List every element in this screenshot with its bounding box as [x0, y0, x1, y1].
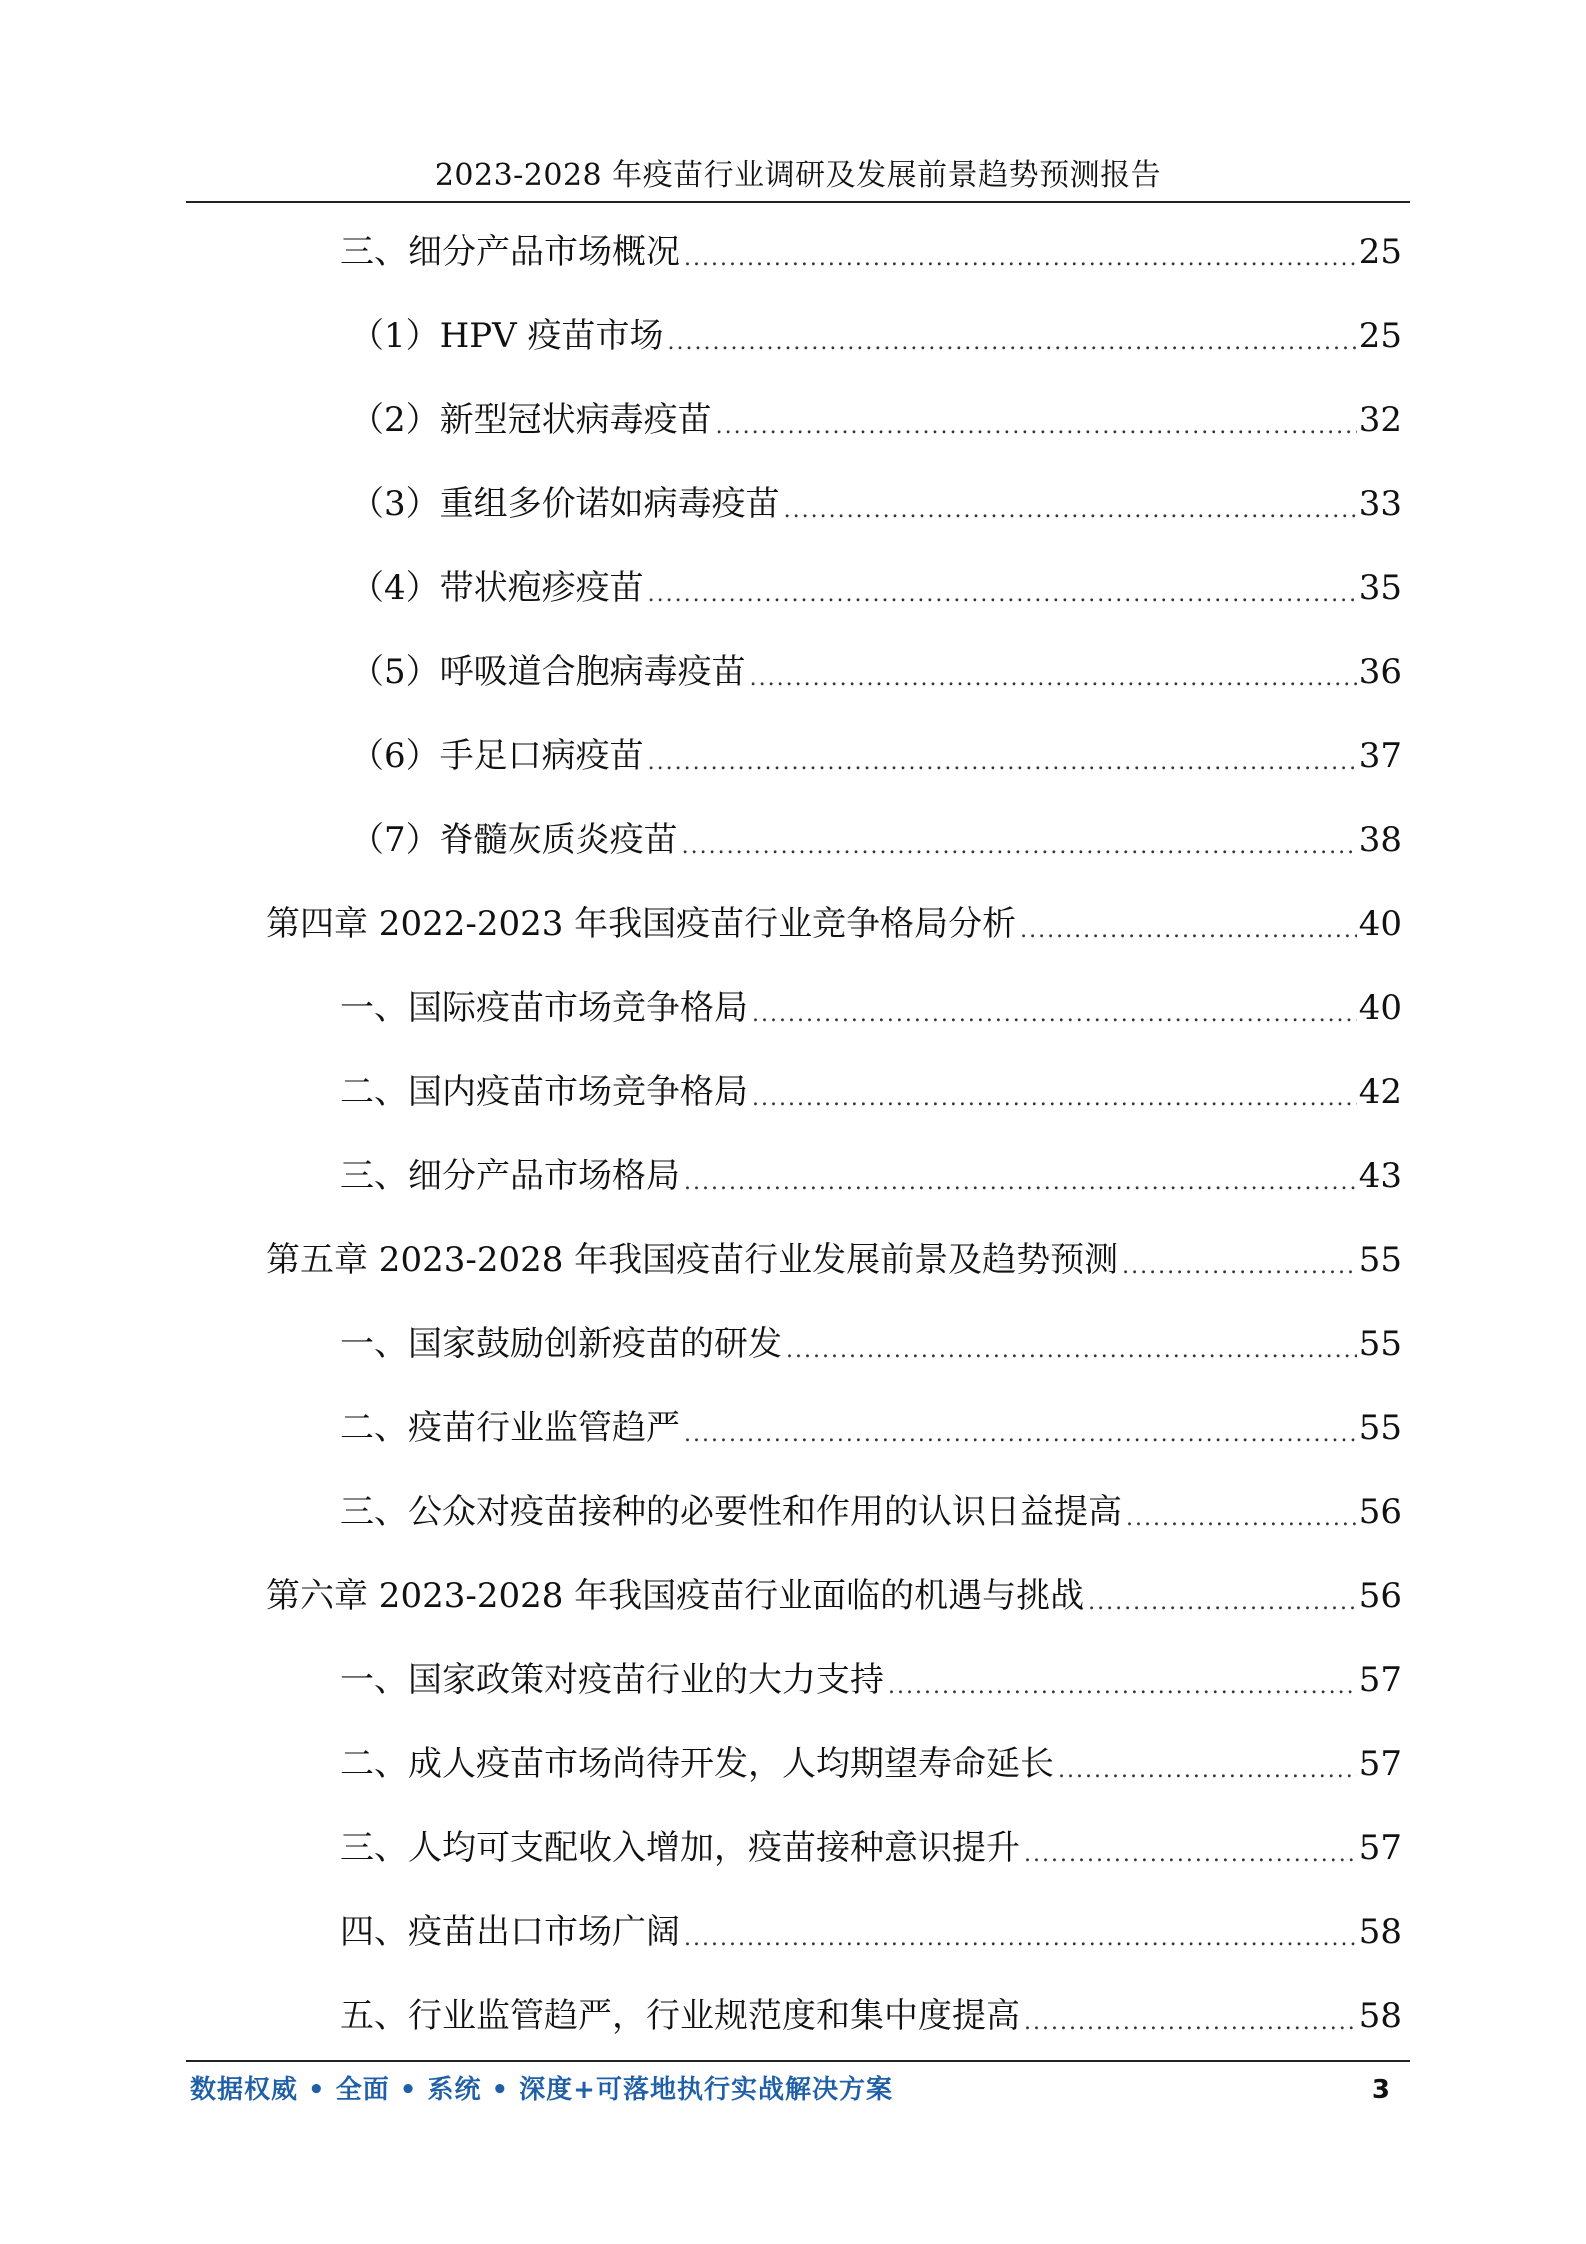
toc-entry-title: 三、细分产品市场格局 [340, 1156, 680, 1196]
toc-entry-title: （4）带状疱疹疫苗 [350, 568, 644, 608]
toc-entry[interactable] [340, 1738, 1402, 1790]
toc-page-number: 40 [1358, 904, 1402, 944]
toc-entry-title: 三、细分产品市场概况 [340, 232, 680, 272]
toc-entry[interactable] [340, 982, 1402, 1034]
toc-entry-title: 三、公众对疫苗接种的必要性和作用的认识日益提高 [340, 1492, 1122, 1532]
toc-entry-title: 二、疫苗行业监管趋严 [340, 1408, 680, 1448]
toc-entry[interactable] [340, 226, 1402, 278]
footer-divider [186, 2060, 1410, 2062]
toc-entry-title: 第六章 2023-2028 年我国疫苗行业面临的机遇与挑战 [266, 1576, 1085, 1616]
toc-page-number: 57 [1358, 1660, 1402, 1700]
footer-slogan: 数据权威 • 全面 • 系统 • 深度+可落地执行实战解决方案 [190, 2075, 893, 2105]
toc-entry[interactable] [266, 898, 1402, 950]
toc-dot-leader [648, 744, 1357, 782]
toc-dot-leader [1024, 1836, 1357, 1874]
toc-entry[interactable] [350, 310, 1402, 362]
toc-dot-leader [1122, 1248, 1357, 1286]
toc-page-number: 55 [1358, 1240, 1402, 1280]
toc-page-number: 57 [1358, 1828, 1402, 1868]
toc-entry-title: 三、人均可支配收入增加，疫苗接种意识提升 [340, 1828, 1020, 1868]
toc-entry-title: （1）HPV 疫苗市场 [350, 316, 664, 356]
toc-dot-leader [668, 324, 1357, 362]
toc-entry-title: （3）重组多价诺如病毒疫苗 [350, 484, 780, 524]
toc-page-number: 43 [1358, 1156, 1402, 1196]
toc-page-number: 40 [1358, 988, 1402, 1028]
toc-entry[interactable] [340, 1066, 1402, 1118]
toc-page-number: 42 [1358, 1072, 1402, 1112]
toc-dot-leader [684, 1416, 1357, 1454]
toc-page-number: 58 [1358, 1912, 1402, 1952]
toc-page-number: 25 [1358, 316, 1402, 356]
toc-entry-title: 第四章 2022-2023 年我国疫苗行业竞争格局分析 [266, 904, 1017, 944]
toc-dot-leader [684, 1920, 1357, 1958]
toc-entry[interactable] [340, 1822, 1402, 1874]
toc-entry[interactable] [266, 1570, 1402, 1622]
toc-entry-title: （7）脊髓灰质炎疫苗 [350, 820, 678, 860]
toc-entry-title: （2）新型冠状病毒疫苗 [350, 400, 712, 440]
page-header-title: 2023-2028 年疫苗行业调研及发展前景趋势预测报告 [434, 158, 1162, 193]
toc-page-number: 25 [1358, 232, 1402, 272]
toc-entry[interactable] [350, 646, 1402, 698]
toc-entry[interactable] [350, 814, 1402, 866]
toc-page-number: 32 [1358, 400, 1402, 440]
toc-entry[interactable] [340, 1654, 1402, 1706]
toc-dot-leader [684, 240, 1357, 278]
toc-entry-title: （6）手足口病疫苗 [350, 736, 644, 776]
toc-page-number: 57 [1358, 1744, 1402, 1784]
toc-page-number: 56 [1358, 1492, 1402, 1532]
footer-page-number: 3 [1371, 2075, 1390, 2105]
toc-entry[interactable] [350, 478, 1402, 530]
toc-dot-leader [888, 1668, 1357, 1706]
toc-entry[interactable] [340, 1150, 1402, 1202]
toc-page-number: 37 [1358, 736, 1402, 776]
toc-page-number: 55 [1358, 1408, 1402, 1448]
toc-entry[interactable] [350, 562, 1402, 614]
toc-dot-leader [1020, 912, 1357, 950]
toc-entry[interactable] [340, 1318, 1402, 1370]
toc-page-number: 55 [1358, 1324, 1402, 1364]
toc-entry[interactable] [350, 394, 1402, 446]
toc-entry-title: （5）呼吸道合胞病毒疫苗 [350, 652, 746, 692]
toc-entry-title: 一、国际疫苗市场竞争格局 [340, 988, 748, 1028]
toc-page-number: 35 [1358, 568, 1402, 608]
toc-entry[interactable] [266, 1234, 1402, 1286]
toc-entry-title: 五、行业监管趋严，行业规范度和集中度提高 [340, 1996, 1020, 2036]
header-divider [186, 201, 1410, 203]
toc-dot-leader [784, 492, 1357, 530]
toc-page-number: 58 [1358, 1996, 1402, 2036]
toc-dot-leader [682, 828, 1357, 866]
toc-entry[interactable] [340, 1402, 1402, 1454]
toc-entry[interactable] [340, 1486, 1402, 1538]
toc-page-number: 56 [1358, 1576, 1402, 1616]
toc-entry-title: 四、疫苗出口市场广阔 [340, 1912, 680, 1952]
toc-page-number: 33 [1358, 484, 1402, 524]
toc-dot-leader [648, 576, 1357, 614]
toc-entry-title: 一、国家鼓励创新疫苗的研发 [340, 1324, 782, 1364]
toc-dot-leader [750, 660, 1357, 698]
toc-entry[interactable] [340, 1906, 1402, 1958]
toc-dot-leader [684, 1164, 1357, 1202]
toc-dot-leader [1088, 1584, 1357, 1622]
toc-dot-leader [716, 408, 1357, 446]
toc-dot-leader [752, 996, 1357, 1034]
toc-dot-leader [786, 1332, 1357, 1370]
toc-entry[interactable] [340, 1990, 1402, 2042]
toc-dot-leader [1024, 2004, 1357, 2042]
toc-page-number: 38 [1358, 820, 1402, 860]
toc-entry-title: 二、成人疫苗市场尚待开发，人均期望寿命延长 [340, 1744, 1054, 1784]
toc-entry-title: 二、国内疫苗市场竞争格局 [340, 1072, 748, 1112]
toc-page-number: 36 [1358, 652, 1402, 692]
toc-entry-title: 一、国家政策对疫苗行业的大力支持 [340, 1660, 884, 1700]
toc-entry[interactable] [350, 730, 1402, 782]
toc-entry-title: 第五章 2023-2028 年我国疫苗行业发展前景及趋势预测 [266, 1240, 1119, 1280]
toc-dot-leader [752, 1080, 1357, 1118]
toc-dot-leader [1058, 1752, 1357, 1790]
toc-dot-leader [1126, 1500, 1357, 1538]
